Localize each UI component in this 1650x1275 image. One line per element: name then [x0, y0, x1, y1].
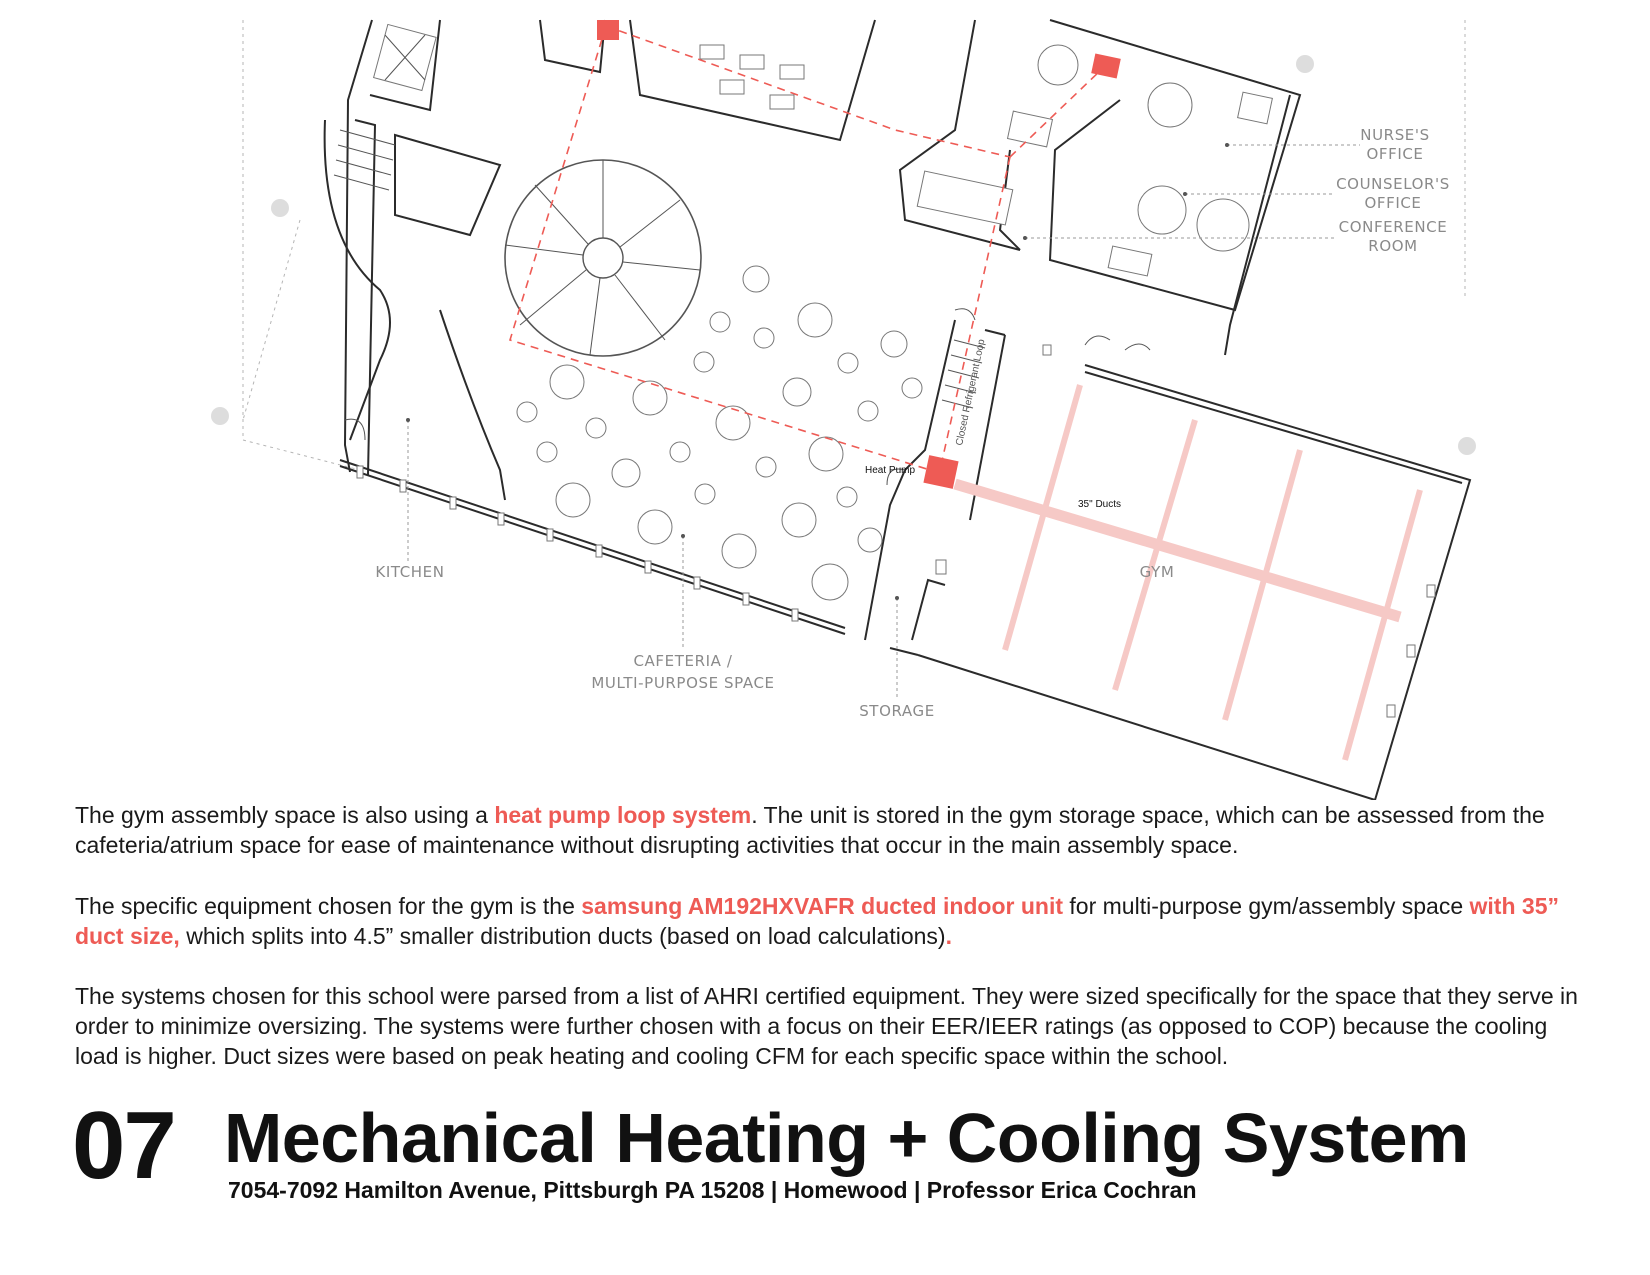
structural-grid: [211, 20, 1476, 470]
ducts-label: 35" Ducts: [1078, 499, 1122, 510]
highlight-samsung-unit: samsung AM192HXVAFR ducted indoor unit: [581, 893, 1064, 919]
room-label-nurse-office: OFFICE: [1366, 145, 1424, 163]
heat-pump-unit-gym: [923, 455, 958, 489]
sheet-number: 07: [72, 1092, 175, 1199]
paragraph-heat-pump-system: The gym assembly space is also using a heat pump loop system. The unit is stored in the gym storage space, which can be assessed from the cafeteria/atrium space for ease of maintenance without disrupting activities that occur in the main assembly space.: [75, 802, 1545, 858]
room-label-conference: CONFERENCE: [1338, 218, 1448, 236]
highlight-duct-size: with 35” duct size,: [75, 893, 1559, 949]
grid-bubble-icon: [1296, 55, 1314, 73]
room-label-kitchen: KITCHEN: [375, 563, 445, 581]
grid-bubble-icon: [211, 407, 229, 425]
room-label-counselor: COUNSELOR'S: [1336, 175, 1450, 193]
room-label-counselor-office: OFFICE: [1364, 194, 1422, 212]
highlight-heat-pump-loop: heat pump loop system: [494, 802, 752, 828]
duct-system: [955, 385, 1420, 760]
window-mullions: [357, 466, 1435, 717]
doors: [345, 309, 1150, 574]
refrigerant-loop-label: Closed Refrigerant Loop: [954, 338, 988, 447]
sheet-title: Mechanical Heating + Cooling System: [224, 1099, 1469, 1177]
room-label-gym: GYM: [1139, 563, 1175, 581]
room-label-conference-room: ROOM: [1368, 237, 1418, 255]
paragraph-system-selection: The systems chosen for this school were parsed from a list of AHRI certified equipment. They were sized specifically for the space that they serve in order to minimize oversizing. The systems were further chosen with a focus on their EER/IEER ratings (as opposed to COP) because the cooling load is higher. Duct sizes were based on peak heating and cooling CFM for each specific space within the school.: [75, 983, 1578, 1069]
room-label-cafeteria: CAFETERIA /: [633, 652, 733, 670]
room-label-nurse: NURSE'S: [1360, 126, 1430, 144]
room-label-storage: STORAGE: [859, 702, 935, 720]
project-subtitle: 7054-7092 Hamilton Avenue, Pittsburgh PA 15208 | Homewood | Professor Erica Cochran: [228, 1177, 1197, 1203]
room-label-multipurpose: MULTI-PURPOSE SPACE: [591, 674, 775, 692]
heat-pump-label: Heat Pump: [865, 465, 916, 476]
grid-bubble-icon: [271, 199, 289, 217]
grid-bubble-icon: [1458, 437, 1476, 455]
cafeteria-tables: [517, 266, 922, 600]
heat-pump-unit-kitchen: [597, 20, 619, 40]
paragraph-equipment: The specific equipment chosen for the gym is the samsung AM192HXVAFR ducted indoor unit for multi-purpose gym/assembly space with 35” duct size, which splits into 4.5” smaller distribution ducts (based on load calculations).: [75, 893, 1559, 949]
